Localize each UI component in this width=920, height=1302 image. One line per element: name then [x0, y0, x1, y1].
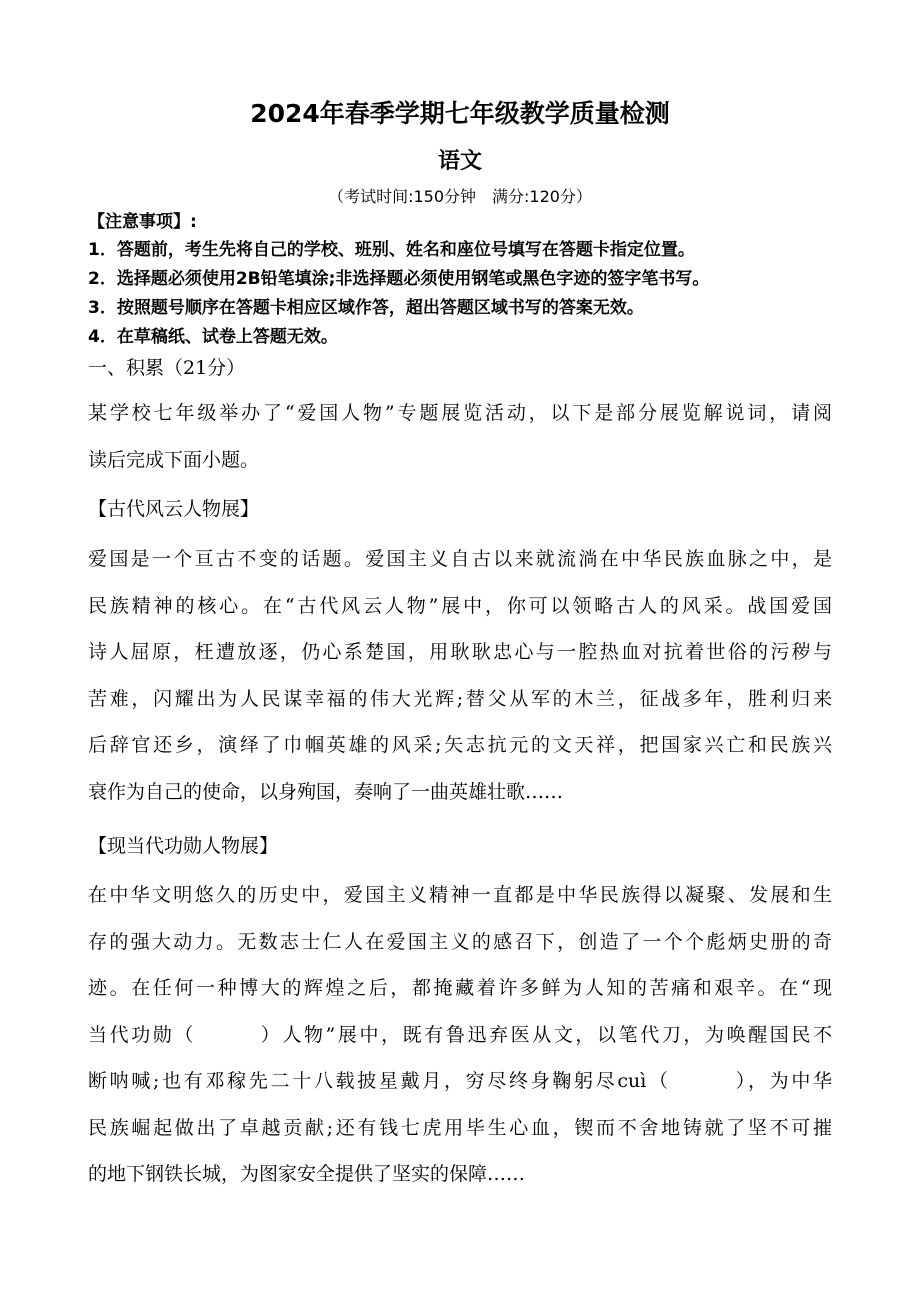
text-line: 苦难，闪耀出为人民谋幸福的伟大光辉;替父从军的木兰，征战多年，胜利归来	[88, 687, 832, 710]
text-line: 的地下钢铁长城，为图家安全提供了坚实的保障……	[88, 1163, 526, 1185]
text-line: 断呐喊;也有邓稼先二十八载披星戴月，穷尽终身鞠躬尽cuì（ ），为中华	[88, 1070, 832, 1092]
intro-paragraph	[88, 390, 832, 483]
exhibit-paragraph-modern	[88, 872, 832, 1198]
text-line: 爱国是一个亘古不变的话题。爱国主义自古以来就流淌在中华民族血脉之中，是	[88, 548, 832, 570]
text-line: 诗人屈原，枉遭放逐，仍心系楚国，用耿耿忠心与一腔热血对抗着世俗的污秽与	[88, 641, 832, 663]
text-line: 迹。在任何一种博大的辉煌之后，都掩藏着许多鲜为人知的苦痛和艰辛。在“现	[88, 977, 832, 999]
notice-heading: 【注意事项】:	[88, 212, 197, 232]
text-line: 后辞官还乡，演绎了巾帼英雄的风采;矢志抗元的文天祥，把国家兴亡和民族兴	[88, 734, 832, 756]
notice-item: 3．按照题号顺序在答题卡相应区域作答，超出答题区域书写的答案无效。	[88, 298, 644, 318]
text-line: 存的强大动力。无数志士仁人在爱国主义的感召下，创造了一个个彪炳史册的奇	[88, 930, 832, 953]
exhibit-heading-ancient: 【古代风云人物展】	[88, 498, 260, 520]
exam-title: 2024年春季学期七年级教学质量检测	[250, 99, 670, 128]
exam-info: （考试时间:150分钟 满分:120分）	[328, 187, 592, 206]
text-line: 民族精神的核心。在“古代风云人物”展中，你可以领略古人的风采。战国爱国	[88, 594, 832, 617]
text-line: 在中华文明悠久的历史中，爱国主义精神一直都是中华民族得以凝聚、发展和生	[88, 884, 832, 906]
text-line: 衰作为自己的使命，以身殉国，奏响了一曲英雄壮歌……	[88, 780, 564, 803]
section-heading: 一、积累（21分）	[88, 357, 246, 379]
exhibit-paragraph-ancient	[88, 536, 832, 815]
notice-item: 1．答题前，考生先将自己的学校、班别、姓名和座位号填写在答题卡指定位置。	[88, 240, 695, 260]
notice-item: 2．选择题必须使用2B铅笔填涂;非选择题必须使用钢笔或黑色字迹的签字笔书写。	[88, 269, 710, 289]
subject-title: 语文	[437, 149, 482, 174]
text-line: 当代功勋（ ）人物”展中，既有鲁迅弃医从文，以笔代刀，为唤醒国民不	[88, 1023, 832, 1046]
exhibit-heading-modern: 【现当代功勋人物展】	[88, 835, 279, 857]
text-line: 民族崛起做出了卓越贡献;还有钱七虎用毕生心血，锲而不舍地铸就了坚不可摧	[88, 1116, 832, 1139]
notice-item: 4．在草稿纸、试卷上答题无效。	[88, 327, 338, 347]
text-line: 某学校七年级举办了“爱国人物”专题展览活动，以下是部分展览解说词，请阅	[88, 402, 832, 424]
text-line: 读后完成下面小题。	[88, 448, 260, 471]
